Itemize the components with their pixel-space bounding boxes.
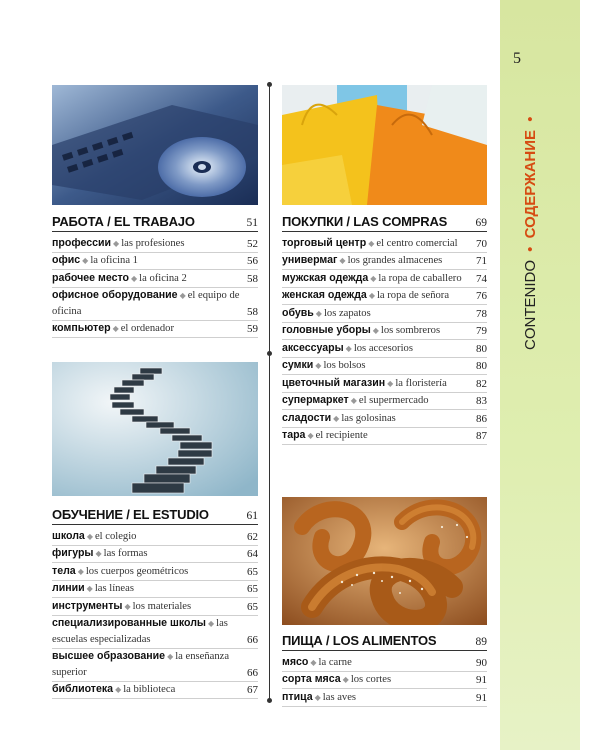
toc-entry-ru: аксессуары — [282, 341, 344, 354]
diamond-bullet-icon: ◆ — [310, 657, 317, 667]
toc-entry-es: la carne — [318, 656, 352, 668]
toc-entry-es: los bolsos — [323, 360, 366, 371]
section-study-title: ОБУЧЕНИЕ / EL ESTUDIO — [52, 507, 209, 522]
toc-entry[interactable] — [282, 375, 487, 393]
toc-entry-es: la ropa de señora — [376, 290, 450, 301]
diamond-bullet-icon: ◆ — [307, 431, 314, 440]
section-work-page: 51 — [246, 217, 258, 229]
toc-entry-es: la biblioteca — [123, 684, 176, 695]
section-study-header[interactable] — [52, 507, 258, 525]
toc-entry[interactable] — [282, 410, 487, 428]
book-staircase-photo-icon — [52, 362, 258, 496]
section-study-page: 61 — [246, 510, 258, 522]
toc-entry[interactable] — [282, 393, 487, 411]
toc-entry[interactable] — [52, 321, 258, 339]
toc-entry-text — [282, 288, 473, 304]
toc-entry-page: 91 — [476, 674, 487, 686]
toc-entry-text — [52, 529, 244, 545]
toc-entry-page: 62 — [247, 530, 258, 543]
toc-entry-page: 79 — [476, 325, 487, 337]
toc-entry-ru: компьютер — [52, 322, 111, 334]
toc-entry-text — [282, 323, 473, 339]
section-shopping-page: 69 — [475, 217, 487, 229]
toc-entry-page: 86 — [476, 412, 487, 425]
toc-entry[interactable] — [282, 672, 487, 690]
toc-entry-page: 65 — [247, 565, 258, 578]
page-number: 5 — [513, 50, 521, 67]
side-title-es: CONTENIDO — [522, 260, 539, 350]
toc-entry[interactable] — [52, 546, 258, 564]
diamond-bullet-icon: ◆ — [333, 413, 340, 423]
toc-entry-text — [282, 341, 473, 357]
diamond-bullet-icon: ◆ — [314, 692, 321, 702]
section-shopping-header[interactable] — [282, 214, 487, 232]
toc-entry-text — [52, 321, 244, 337]
section-food-entries — [282, 654, 487, 707]
diamond-bullet-icon: ◆ — [315, 361, 322, 370]
toc-entry-es: las aves — [322, 691, 357, 703]
toc-entry-es: la oficina 2 — [139, 272, 187, 284]
toc-entry-ru: офис — [52, 254, 81, 266]
diamond-bullet-icon: ◆ — [339, 256, 346, 265]
toc-entry-page: 58 — [247, 305, 258, 318]
toc-entry-es: los materiales — [132, 600, 192, 612]
toc-entry-ru: высшее образование — [52, 650, 166, 662]
toc-entry-es: los grandes almacenes — [347, 255, 443, 266]
diamond-bullet-icon: ◆ — [368, 291, 375, 300]
diamond-bullet-icon: ◆ — [372, 326, 379, 335]
toc-entry[interactable] — [52, 270, 258, 288]
toc-entry[interactable] — [52, 649, 258, 682]
toc-entry-ru: сумки — [282, 359, 314, 371]
toc-entry[interactable] — [282, 323, 487, 341]
toc-entry-text — [282, 376, 473, 392]
toc-entry-text — [282, 271, 473, 287]
toc-entry-es: la ropa de caballero — [378, 272, 462, 284]
diamond-bullet-icon: ◆ — [368, 238, 375, 248]
toc-entry-ru: профессии — [52, 236, 112, 249]
toc-entry-text — [52, 581, 244, 597]
toc-entry-ru: рабочее место — [52, 271, 129, 284]
toc-entry-page: 76 — [476, 290, 487, 302]
toc-entry-es: la floristería — [395, 377, 447, 389]
toc-entry-es: los zapatos — [323, 307, 371, 319]
toc-entry[interactable] — [52, 235, 258, 253]
section-work — [52, 214, 258, 338]
toc-entry-ru: инструменты — [52, 599, 123, 612]
toc-entry-text — [282, 690, 473, 706]
toc-entry-text — [282, 428, 473, 444]
column-divider — [269, 85, 270, 700]
toc-entry-es: las formas — [103, 548, 148, 559]
diamond-bullet-icon: ◆ — [95, 549, 102, 558]
toc-entry-ru: тела — [52, 564, 76, 577]
toc-entry[interactable] — [282, 689, 487, 707]
toc-entry-ru: сладости — [282, 411, 332, 424]
toc-entry-text — [282, 655, 473, 671]
toc-entry-page: 56 — [247, 255, 258, 267]
toc-entry[interactable] — [52, 528, 258, 546]
pretzels-photo-icon — [282, 497, 487, 625]
toc-entry[interactable] — [282, 235, 487, 253]
toc-entry-page: 67 — [247, 684, 258, 696]
diamond-bullet-icon: ◆ — [370, 273, 377, 283]
section-work-entries — [52, 235, 258, 338]
toc-entry-page: 65 — [247, 583, 258, 595]
toc-entry-text — [52, 682, 244, 698]
toc-entry[interactable] — [282, 253, 487, 271]
toc-entry-es: las golosinas — [341, 412, 396, 424]
toc-entry[interactable] — [52, 563, 258, 581]
diamond-bullet-icon: ◆ — [112, 324, 119, 333]
toc-entry-es: los sombreros — [380, 325, 441, 336]
toc-entry-es: las líneas — [94, 583, 134, 594]
toc-entry-es: la oficina 1 — [90, 255, 138, 266]
section-shopping-title: ПОКУПКИ / LAS COMPRAS — [282, 214, 448, 229]
toc-entry-ru: мясо — [282, 655, 309, 668]
diamond-bullet-icon: ◆ — [345, 343, 352, 353]
side-title-ru: СОДЕРЖАНИЕ — [522, 129, 539, 239]
diamond-bullet-icon: ◆ — [167, 652, 174, 661]
toc-entry[interactable] — [282, 340, 487, 358]
toc-entry-es: los cortes — [350, 674, 392, 685]
toc-entry-ru: сорта мяса — [282, 673, 341, 685]
toc-entry-page: 78 — [476, 307, 487, 320]
toc-entry-ru: фигуры — [52, 547, 94, 559]
toc-entry-es: el recipiente — [315, 430, 368, 441]
toc-entry-text — [282, 306, 473, 322]
toc-entry-page: 91 — [476, 691, 487, 704]
section-food-title: ПИЩА / LOS ALIMENTOS — [282, 633, 437, 648]
toc-entry-text — [52, 616, 244, 647]
toc-entry-text — [52, 564, 244, 580]
toc-entry-page: 66 — [247, 666, 258, 679]
section-work-header[interactable] — [52, 214, 258, 232]
toc-entry-ru: женская одежда — [282, 289, 367, 301]
toc-entry-page: 58 — [247, 272, 258, 285]
toc-entry[interactable] — [282, 305, 487, 323]
toc-entry-es: el centro comercial — [376, 237, 458, 249]
toc-entry-text — [52, 236, 244, 252]
section-shopping-entries — [282, 235, 487, 445]
toc-entry[interactable] — [282, 358, 487, 376]
toc-entry[interactable] — [52, 288, 258, 321]
toc-entry-es: las escuelas especializadas — [52, 618, 228, 645]
section-food-header[interactable] — [282, 633, 487, 651]
toc-entry-text — [52, 271, 244, 287]
toc-entry-text — [282, 236, 473, 252]
toc-entry-page: 80 — [476, 342, 487, 355]
diamond-bullet-icon: ◆ — [115, 685, 122, 694]
toc-entry-es: el ordenador — [120, 323, 174, 334]
toc-entry-es: los accesorios — [353, 342, 413, 354]
toc-entry-ru: обувь — [282, 306, 314, 319]
toc-entry-text — [52, 288, 244, 319]
toc-entry-text — [52, 599, 244, 615]
diamond-bullet-icon: ◆ — [124, 601, 131, 611]
toc-entry-text — [282, 672, 473, 688]
toc-entry-page: 83 — [476, 395, 487, 407]
section-study-entries — [52, 528, 258, 699]
diamond-bullet-icon: ◆ — [342, 675, 349, 684]
diamond-bullet-icon: ◆ — [77, 566, 84, 576]
toc-entry-es: los cuerpos geométricos — [85, 565, 189, 577]
toc-entry-page: 74 — [476, 272, 487, 285]
toc-entry-page: 71 — [476, 255, 487, 267]
toc-entry-page: 66 — [247, 633, 258, 646]
toc-entry-es: el supermercado — [358, 395, 429, 406]
toc-entry-page: 70 — [476, 237, 487, 250]
toc-entry-page: 64 — [247, 548, 258, 560]
toc-entry[interactable] — [282, 428, 487, 446]
side-title-text: CONTENIDO • СОДЕРЖАНИЕ • — [522, 116, 539, 350]
toc-entry-text — [282, 253, 473, 269]
toc-entry-page: 87 — [476, 430, 487, 442]
diamond-bullet-icon: ◆ — [131, 273, 138, 283]
toc-entry-ru: линии — [52, 582, 85, 594]
diamond-bullet-icon: ◆ — [350, 396, 357, 405]
toc-entry-ru: цветочный магазин — [282, 376, 386, 389]
toc-entry-text — [282, 358, 473, 374]
toc-entry-ru: специализированные школы — [52, 617, 206, 629]
diamond-bullet-icon: ◆ — [82, 256, 89, 265]
toc-entry-ru: библиотека — [52, 683, 114, 695]
toc-entry-ru: тара — [282, 429, 306, 441]
toc-entry-text — [282, 393, 473, 409]
toc-entry-ru: головные уборы — [282, 324, 371, 336]
side-title-separator: • — [522, 246, 539, 252]
toc-entry-es: el colegio — [94, 530, 137, 542]
diamond-bullet-icon: ◆ — [113, 238, 120, 248]
toc-entry-page: 82 — [476, 377, 487, 390]
diamond-bullet-icon: ◆ — [86, 584, 93, 593]
toc-entry-page: 80 — [476, 360, 487, 372]
toc-entry-text — [52, 649, 244, 680]
toc-entry-page: 65 — [247, 600, 258, 613]
toc-entry-ru: птица — [282, 690, 313, 703]
section-work-title: РАБОТА / EL TRABAJO — [52, 214, 195, 229]
diamond-bullet-icon: ◆ — [387, 378, 394, 388]
toc-entry[interactable] — [52, 253, 258, 271]
toc-entry-ru: торговый центр — [282, 236, 367, 249]
toc-entry-page: 59 — [247, 323, 258, 335]
toc-entry-es: las profesiones — [121, 237, 185, 249]
toc-entry-es: la enseñanza superior — [52, 651, 230, 678]
diamond-bullet-icon: ◆ — [86, 531, 93, 541]
section-study — [52, 507, 258, 699]
diamond-bullet-icon: ◆ — [315, 308, 322, 318]
toc-entry-text — [52, 253, 244, 269]
diamond-bullet-icon: ◆ — [179, 291, 186, 300]
section-food-page: 89 — [475, 636, 487, 648]
toc-entry-text — [282, 411, 473, 427]
toc-entry-ru: мужская одежда — [282, 271, 369, 284]
toc-entry[interactable] — [282, 270, 487, 288]
toc-entry[interactable] — [52, 616, 258, 649]
toc-entry[interactable] — [52, 682, 258, 700]
toc-entry-ru: универмаг — [282, 254, 338, 266]
toc-entry[interactable] — [282, 288, 487, 306]
toc-entry-text — [52, 546, 244, 562]
toc-entry-page: 52 — [247, 237, 258, 250]
toc-entry[interactable] — [52, 581, 258, 599]
toc-entry-ru: офисное оборудование — [52, 289, 178, 301]
laptop-cd-photo-icon — [52, 85, 258, 205]
diamond-bullet-icon: ◆ — [207, 619, 215, 628]
toc-entry-es: el equipo de oficina — [52, 290, 240, 317]
section-food — [282, 633, 487, 707]
shopping-bags-photo-icon — [282, 85, 487, 205]
toc-entry[interactable] — [52, 598, 258, 616]
toc-entry-ru: супермаркет — [282, 394, 349, 406]
section-shopping — [282, 214, 487, 445]
toc-entry-ru: школа — [52, 529, 85, 542]
toc-entry-page: 90 — [476, 656, 487, 669]
toc-entry[interactable] — [282, 654, 487, 672]
